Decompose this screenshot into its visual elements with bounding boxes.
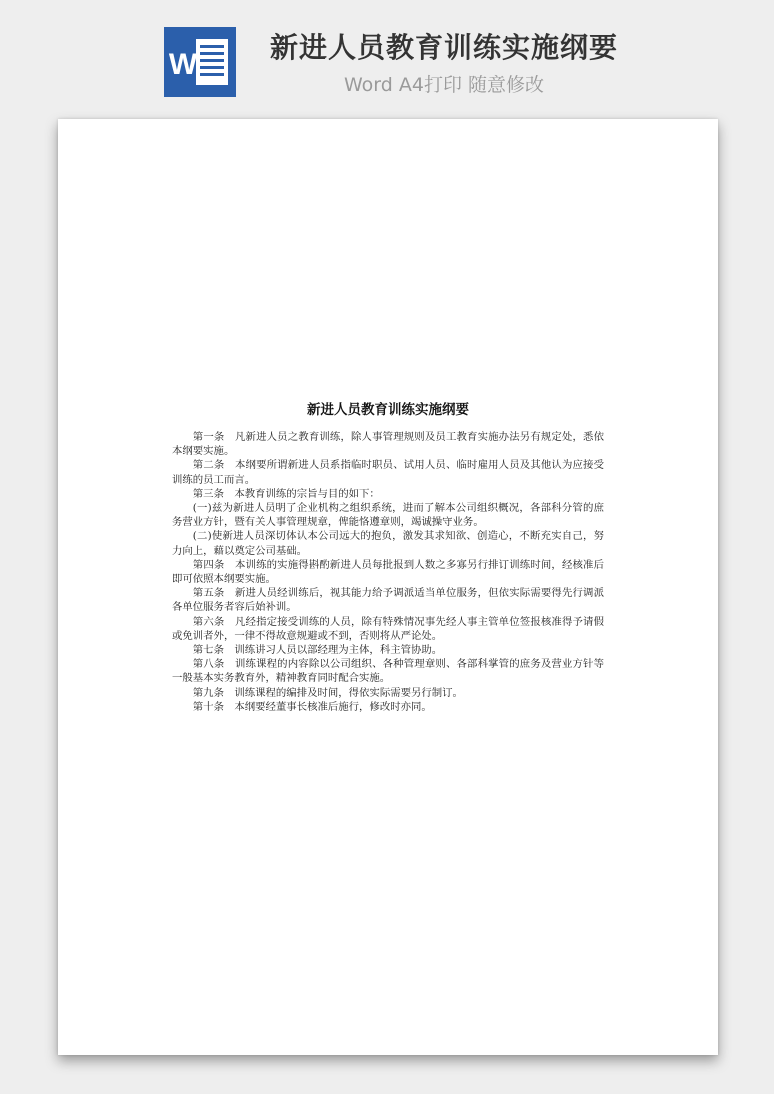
paragraph-article-10: 第十条 本纲要经董事长核准后施行，修改时亦同。 [192, 700, 432, 713]
paragraph-article-7: 第七条 训练讲习人员以部经理为主体，科主管协助。 [192, 644, 443, 657]
word-icon-letter: W [168, 48, 198, 81]
header-subtitle: Word A4打印 随意修改 [343, 74, 544, 96]
document-page [58, 119, 718, 1055]
paragraph-article-8: 第八条 训练课程的内容除以公司组织、各种管理章则、各部科掌管的庶务及营业方针等一般基本实务教育外，精神教育同时配合实施。 [172, 658, 604, 685]
paragraph-article-4: 第四条 本训练的实施得斟酌新进人员每批报到人数之多寡另行排订训练时间，经核准后即可依照本纲要实施。 [172, 558, 604, 586]
paragraph-article-6: 第六条 凡经指定接受训练的人员，除有特殊情况事先经人事主管单位签报核准得予请假或免训者外，一律不得故意规避或不到，否则将从严论处。 [172, 615, 604, 642]
word-document-icon [164, 27, 236, 97]
paragraph-article-2: 第二条 本纲要所谓新进人员系指临时职员、试用人员、临时雇用人员及其他认为应接受训练的员工而言。 [172, 459, 604, 486]
paragraph-article-3-item-2: (二)使新进人员深切体认本公司远大的抱负，激发其求知欲、创造心，不断充实自己，努力向上，藉以奠定公司基础。 [172, 530, 604, 557]
document-body [172, 430, 604, 714]
paragraph-article-3: 第三条 本教育训练的宗旨与目的如下： [192, 487, 380, 500]
paragraph-article-1: 第一条 凡新进人员之教育训练，除人事管理规则及员工教育实施办法另有规定处，悉依本纲要实施。 [172, 431, 604, 458]
paragraph-article-5: 第五条 新进人员经训练后，视其能力给予调派适当单位服务，但依实际需要得先行调派各单位服务者容后始补训。 [172, 587, 604, 614]
document-title: 新进人员教育训练实施纲要 [307, 402, 469, 418]
page-header [0, 0, 774, 110]
paragraph-article-9: 第九条 训练课程的编排及时间，得依实际需要另行制订。 [192, 686, 463, 699]
paragraph-article-3-item-1: (一)兹为新进人员明了企业机构之组织系统，进而了解本公司组织概况，各部科分管的庶务营业方针，暨有关人事管理规章，俾能恪遵章则，竭诚操守业务。 [172, 502, 604, 529]
header-title: 新进人员教育训练实施纲要 [269, 31, 618, 64]
